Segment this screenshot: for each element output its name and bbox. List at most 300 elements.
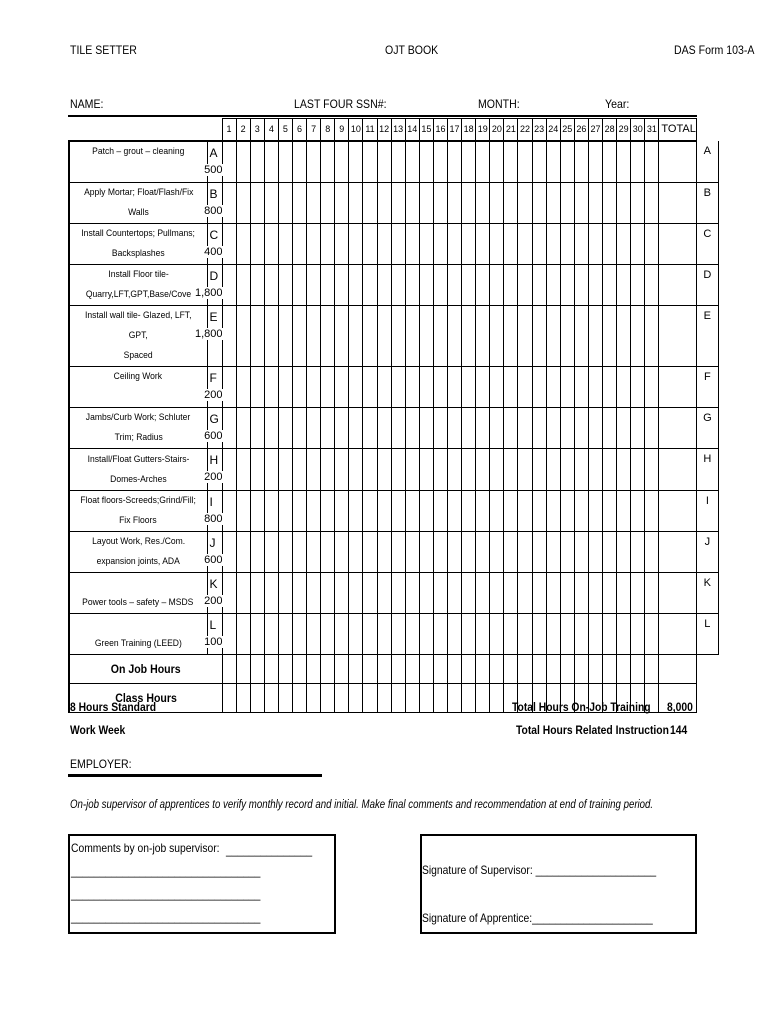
hours-entry-cell[interactable] — [222, 182, 236, 223]
hours-entry-cell[interactable] — [588, 531, 602, 572]
hours-entry-cell[interactable] — [504, 490, 518, 531]
hours-entry-cell[interactable] — [419, 367, 433, 408]
hours-entry-cell[interactable] — [603, 141, 617, 183]
hours-entry-cell[interactable] — [433, 408, 447, 449]
hours-entry-cell[interactable] — [349, 531, 363, 572]
hours-entry-cell[interactable] — [377, 449, 391, 490]
hours-entry-cell[interactable] — [645, 306, 659, 367]
hours-entry-cell[interactable] — [574, 573, 588, 614]
hours-entry-cell[interactable] — [476, 182, 490, 223]
summary-entry-cell[interactable] — [391, 655, 405, 684]
hours-entry-cell[interactable] — [448, 449, 462, 490]
summary-entry-cell[interactable] — [490, 655, 504, 684]
hours-entry-cell[interactable] — [292, 449, 306, 490]
summary-entry-cell[interactable] — [504, 655, 518, 684]
hours-entry-cell[interactable] — [236, 531, 250, 572]
summary-entry-cell[interactable] — [645, 655, 659, 684]
hours-entry-cell[interactable] — [264, 614, 278, 655]
task-total-cell[interactable] — [659, 490, 696, 531]
hours-entry-cell[interactable] — [546, 449, 560, 490]
hours-entry-cell[interactable] — [335, 182, 349, 223]
hours-entry-cell[interactable] — [631, 531, 645, 572]
hours-entry-cell[interactable] — [264, 449, 278, 490]
summary-entry-cell[interactable] — [603, 655, 617, 684]
hours-entry-cell[interactable] — [236, 367, 250, 408]
hours-entry-cell[interactable] — [377, 223, 391, 264]
hours-entry-cell[interactable] — [490, 141, 504, 183]
hours-entry-cell[interactable] — [292, 614, 306, 655]
hours-entry-cell[interactable] — [391, 367, 405, 408]
hours-entry-cell[interactable] — [603, 182, 617, 223]
hours-entry-cell[interactable] — [631, 449, 645, 490]
hours-entry-cell[interactable] — [546, 408, 560, 449]
hours-entry-cell[interactable] — [250, 531, 264, 572]
hours-entry-cell[interactable] — [307, 408, 321, 449]
hours-entry-cell[interactable] — [518, 614, 532, 655]
hours-entry-cell[interactable] — [236, 223, 250, 264]
hours-entry-cell[interactable] — [462, 264, 476, 305]
hours-entry-cell[interactable] — [448, 573, 462, 614]
summary-entry-cell[interactable] — [546, 655, 560, 684]
hours-entry-cell[interactable] — [250, 141, 264, 183]
hours-entry-cell[interactable] — [462, 367, 476, 408]
hours-entry-cell[interactable] — [405, 449, 419, 490]
hours-entry-cell[interactable] — [631, 141, 645, 183]
hours-entry-cell[interactable] — [349, 490, 363, 531]
hours-entry-cell[interactable] — [631, 408, 645, 449]
hours-entry-cell[interactable] — [264, 223, 278, 264]
hours-entry-cell[interactable] — [377, 531, 391, 572]
hours-entry-cell[interactable] — [631, 614, 645, 655]
hours-entry-cell[interactable] — [617, 449, 631, 490]
hours-entry-cell[interactable] — [363, 264, 377, 305]
hours-entry-cell[interactable] — [349, 614, 363, 655]
hours-entry-cell[interactable] — [588, 306, 602, 367]
summary-entry-cell[interactable] — [391, 684, 405, 713]
hours-entry-cell[interactable] — [292, 306, 306, 367]
hours-entry-cell[interactable] — [419, 614, 433, 655]
hours-entry-cell[interactable] — [321, 182, 335, 223]
hours-entry-cell[interactable] — [560, 141, 574, 183]
hours-entry-cell[interactable] — [433, 182, 447, 223]
hours-entry-cell[interactable] — [617, 306, 631, 367]
summary-entry-cell[interactable] — [574, 655, 588, 684]
hours-entry-cell[interactable] — [278, 490, 292, 531]
hours-entry-cell[interactable] — [278, 306, 292, 367]
hours-entry-cell[interactable] — [419, 573, 433, 614]
hours-entry-cell[interactable] — [391, 614, 405, 655]
hours-entry-cell[interactable] — [391, 264, 405, 305]
summary-entry-cell[interactable] — [292, 655, 306, 684]
hours-entry-cell[interactable] — [560, 573, 574, 614]
hours-entry-cell[interactable] — [222, 531, 236, 572]
hours-entry-cell[interactable] — [546, 614, 560, 655]
hours-entry-cell[interactable] — [236, 182, 250, 223]
hours-entry-cell[interactable] — [532, 573, 546, 614]
hours-entry-cell[interactable] — [349, 141, 363, 183]
hours-entry-cell[interactable] — [405, 141, 419, 183]
hours-entry-cell[interactable] — [292, 490, 306, 531]
hours-entry-cell[interactable] — [405, 614, 419, 655]
hours-entry-cell[interactable] — [363, 449, 377, 490]
hours-entry-cell[interactable] — [462, 531, 476, 572]
hours-entry-cell[interactable] — [532, 614, 546, 655]
hours-entry-cell[interactable] — [448, 367, 462, 408]
hours-entry-cell[interactable] — [476, 614, 490, 655]
hours-entry-cell[interactable] — [546, 367, 560, 408]
hours-entry-cell[interactable] — [603, 614, 617, 655]
hours-entry-cell[interactable] — [617, 264, 631, 305]
hours-entry-cell[interactable] — [588, 264, 602, 305]
hours-entry-cell[interactable] — [574, 223, 588, 264]
hours-entry-cell[interactable] — [617, 490, 631, 531]
hours-entry-cell[interactable] — [391, 531, 405, 572]
hours-entry-cell[interactable] — [349, 573, 363, 614]
hours-entry-cell[interactable] — [222, 367, 236, 408]
hours-entry-cell[interactable] — [391, 223, 405, 264]
hours-entry-cell[interactable] — [603, 449, 617, 490]
hours-entry-cell[interactable] — [377, 614, 391, 655]
hours-entry-cell[interactable] — [433, 141, 447, 183]
hours-entry-cell[interactable] — [476, 264, 490, 305]
hours-entry-cell[interactable] — [222, 306, 236, 367]
hours-entry-cell[interactable] — [490, 531, 504, 572]
hours-entry-cell[interactable] — [645, 223, 659, 264]
hours-entry-cell[interactable] — [363, 490, 377, 531]
hours-entry-cell[interactable] — [645, 449, 659, 490]
hours-entry-cell[interactable] — [236, 490, 250, 531]
hours-entry-cell[interactable] — [405, 490, 419, 531]
hours-entry-cell[interactable] — [546, 223, 560, 264]
hours-entry-cell[interactable] — [250, 264, 264, 305]
hours-entry-cell[interactable] — [504, 182, 518, 223]
hours-entry-cell[interactable] — [264, 264, 278, 305]
hours-entry-cell[interactable] — [307, 449, 321, 490]
hours-entry-cell[interactable] — [476, 408, 490, 449]
hours-entry-cell[interactable] — [617, 141, 631, 183]
hours-entry-cell[interactable] — [405, 264, 419, 305]
hours-entry-cell[interactable] — [405, 367, 419, 408]
hours-entry-cell[interactable] — [335, 306, 349, 367]
hours-entry-cell[interactable] — [588, 141, 602, 183]
summary-total-cell[interactable] — [659, 655, 696, 684]
hours-entry-cell[interactable] — [363, 573, 377, 614]
hours-entry-cell[interactable] — [278, 182, 292, 223]
hours-entry-cell[interactable] — [448, 490, 462, 531]
hours-entry-cell[interactable] — [433, 614, 447, 655]
hours-entry-cell[interactable] — [433, 449, 447, 490]
hours-entry-cell[interactable] — [603, 573, 617, 614]
hours-entry-cell[interactable] — [292, 223, 306, 264]
summary-entry-cell[interactable] — [448, 684, 462, 713]
hours-entry-cell[interactable] — [518, 408, 532, 449]
hours-entry-cell[interactable] — [321, 449, 335, 490]
hours-entry-cell[interactable] — [391, 449, 405, 490]
hours-entry-cell[interactable] — [603, 367, 617, 408]
task-total-cell[interactable] — [659, 449, 696, 490]
hours-entry-cell[interactable] — [391, 141, 405, 183]
hours-entry-cell[interactable] — [532, 367, 546, 408]
hours-entry-cell[interactable] — [490, 264, 504, 305]
hours-entry-cell[interactable] — [335, 531, 349, 572]
hours-entry-cell[interactable] — [321, 367, 335, 408]
hours-entry-cell[interactable] — [236, 264, 250, 305]
hours-entry-cell[interactable] — [264, 141, 278, 183]
hours-entry-cell[interactable] — [349, 223, 363, 264]
hours-entry-cell[interactable] — [307, 141, 321, 183]
task-total-cell[interactable] — [659, 614, 696, 655]
hours-entry-cell[interactable] — [574, 264, 588, 305]
hours-entry-cell[interactable] — [588, 408, 602, 449]
hours-entry-cell[interactable] — [236, 141, 250, 183]
hours-entry-cell[interactable] — [504, 573, 518, 614]
hours-entry-cell[interactable] — [433, 223, 447, 264]
hours-entry-cell[interactable] — [391, 306, 405, 367]
hours-entry-cell[interactable] — [518, 264, 532, 305]
hours-entry-cell[interactable] — [574, 408, 588, 449]
hours-entry-cell[interactable] — [462, 141, 476, 183]
hours-entry-cell[interactable] — [264, 531, 278, 572]
hours-entry-cell[interactable] — [462, 182, 476, 223]
hours-entry-cell[interactable] — [532, 408, 546, 449]
hours-entry-cell[interactable] — [377, 264, 391, 305]
hours-entry-cell[interactable] — [448, 182, 462, 223]
hours-entry-cell[interactable] — [631, 367, 645, 408]
summary-entry-cell[interactable] — [476, 684, 490, 713]
hours-entry-cell[interactable] — [335, 141, 349, 183]
summary-entry-cell[interactable] — [278, 684, 292, 713]
hours-entry-cell[interactable] — [588, 490, 602, 531]
summary-entry-cell[interactable] — [462, 655, 476, 684]
hours-entry-cell[interactable] — [518, 531, 532, 572]
hours-entry-cell[interactable] — [433, 531, 447, 572]
summary-entry-cell[interactable] — [264, 684, 278, 713]
hours-entry-cell[interactable] — [518, 223, 532, 264]
hours-entry-cell[interactable] — [560, 531, 574, 572]
hours-entry-cell[interactable] — [603, 490, 617, 531]
task-total-cell[interactable] — [659, 531, 696, 572]
hours-entry-cell[interactable] — [448, 264, 462, 305]
hours-entry-cell[interactable] — [292, 573, 306, 614]
hours-entry-cell[interactable] — [433, 264, 447, 305]
hours-entry-cell[interactable] — [560, 223, 574, 264]
hours-entry-cell[interactable] — [349, 367, 363, 408]
summary-entry-cell[interactable] — [278, 655, 292, 684]
hours-entry-cell[interactable] — [236, 306, 250, 367]
hours-entry-cell[interactable] — [363, 531, 377, 572]
hours-entry-cell[interactable] — [419, 531, 433, 572]
summary-entry-cell[interactable] — [560, 655, 574, 684]
summary-entry-cell[interactable] — [236, 684, 250, 713]
hours-entry-cell[interactable] — [222, 141, 236, 183]
hours-entry-cell[interactable] — [448, 141, 462, 183]
hours-entry-cell[interactable] — [433, 306, 447, 367]
hours-entry-cell[interactable] — [546, 531, 560, 572]
hours-entry-cell[interactable] — [574, 531, 588, 572]
hours-entry-cell[interactable] — [462, 614, 476, 655]
hours-entry-cell[interactable] — [264, 490, 278, 531]
hours-entry-cell[interactable] — [462, 306, 476, 367]
summary-entry-cell[interactable] — [307, 655, 321, 684]
hours-entry-cell[interactable] — [419, 141, 433, 183]
hours-entry-cell[interactable] — [504, 614, 518, 655]
hours-entry-cell[interactable] — [307, 264, 321, 305]
hours-entry-cell[interactable] — [377, 306, 391, 367]
hours-entry-cell[interactable] — [546, 573, 560, 614]
hours-entry-cell[interactable] — [405, 531, 419, 572]
hours-entry-cell[interactable] — [292, 408, 306, 449]
hours-entry-cell[interactable] — [560, 367, 574, 408]
hours-entry-cell[interactable] — [532, 490, 546, 531]
hours-entry-cell[interactable] — [546, 141, 560, 183]
summary-entry-cell[interactable] — [419, 655, 433, 684]
hours-entry-cell[interactable] — [278, 223, 292, 264]
hours-entry-cell[interactable] — [278, 614, 292, 655]
hours-entry-cell[interactable] — [250, 449, 264, 490]
hours-entry-cell[interactable] — [349, 182, 363, 223]
supervisor-signature-line[interactable]: Signature of Supervisor: _____________________ — [422, 863, 657, 877]
hours-entry-cell[interactable] — [603, 306, 617, 367]
hours-entry-cell[interactable] — [250, 367, 264, 408]
hours-entry-cell[interactable] — [236, 614, 250, 655]
summary-entry-cell[interactable] — [631, 655, 645, 684]
summary-entry-cell[interactable] — [236, 655, 250, 684]
hours-entry-cell[interactable] — [405, 306, 419, 367]
summary-entry-cell[interactable] — [377, 655, 391, 684]
hours-entry-cell[interactable] — [250, 182, 264, 223]
hours-entry-cell[interactable] — [391, 573, 405, 614]
hours-entry-cell[interactable] — [532, 531, 546, 572]
hours-entry-cell[interactable] — [278, 264, 292, 305]
hours-entry-cell[interactable] — [476, 367, 490, 408]
hours-entry-cell[interactable] — [532, 264, 546, 305]
hours-entry-cell[interactable] — [250, 223, 264, 264]
hours-entry-cell[interactable] — [603, 223, 617, 264]
hours-entry-cell[interactable] — [645, 531, 659, 572]
hours-entry-cell[interactable] — [307, 490, 321, 531]
hours-entry-cell[interactable] — [278, 367, 292, 408]
hours-entry-cell[interactable] — [504, 449, 518, 490]
hours-entry-cell[interactable] — [433, 490, 447, 531]
hours-entry-cell[interactable] — [645, 182, 659, 223]
summary-entry-cell[interactable] — [321, 655, 335, 684]
hours-entry-cell[interactable] — [377, 490, 391, 531]
hours-entry-cell[interactable] — [278, 141, 292, 183]
hours-entry-cell[interactable] — [518, 490, 532, 531]
hours-entry-cell[interactable] — [307, 306, 321, 367]
hours-entry-cell[interactable] — [419, 490, 433, 531]
hours-entry-cell[interactable] — [419, 449, 433, 490]
summary-entry-cell[interactable] — [490, 684, 504, 713]
hours-entry-cell[interactable] — [476, 449, 490, 490]
hours-entry-cell[interactable] — [419, 408, 433, 449]
hours-entry-cell[interactable] — [560, 490, 574, 531]
hours-entry-cell[interactable] — [603, 408, 617, 449]
summary-entry-cell[interactable] — [363, 655, 377, 684]
hours-entry-cell[interactable] — [574, 141, 588, 183]
hours-entry-cell[interactable] — [335, 614, 349, 655]
summary-entry-cell[interactable] — [335, 684, 349, 713]
hours-entry-cell[interactable] — [363, 223, 377, 264]
hours-entry-cell[interactable] — [377, 182, 391, 223]
hours-entry-cell[interactable] — [490, 449, 504, 490]
hours-entry-cell[interactable] — [405, 573, 419, 614]
hours-entry-cell[interactable] — [419, 223, 433, 264]
hours-entry-cell[interactable] — [645, 408, 659, 449]
hours-entry-cell[interactable] — [476, 531, 490, 572]
hours-entry-cell[interactable] — [307, 531, 321, 572]
task-total-cell[interactable] — [659, 367, 696, 408]
hours-entry-cell[interactable] — [405, 182, 419, 223]
hours-entry-cell[interactable] — [518, 367, 532, 408]
summary-entry-cell[interactable] — [363, 684, 377, 713]
hours-entry-cell[interactable] — [363, 141, 377, 183]
hours-entry-cell[interactable] — [532, 182, 546, 223]
hours-entry-cell[interactable] — [617, 531, 631, 572]
hours-entry-cell[interactable] — [250, 490, 264, 531]
hours-entry-cell[interactable] — [448, 531, 462, 572]
hours-entry-cell[interactable] — [448, 306, 462, 367]
task-total-cell[interactable] — [659, 223, 696, 264]
hours-entry-cell[interactable] — [236, 573, 250, 614]
summary-entry-cell[interactable] — [349, 684, 363, 713]
hours-entry-cell[interactable] — [419, 182, 433, 223]
summary-entry-cell[interactable] — [264, 655, 278, 684]
hours-entry-cell[interactable] — [363, 614, 377, 655]
hours-entry-cell[interactable] — [476, 490, 490, 531]
hours-entry-cell[interactable] — [504, 408, 518, 449]
summary-entry-cell[interactable] — [405, 684, 419, 713]
hours-entry-cell[interactable] — [222, 449, 236, 490]
hours-entry-cell[interactable] — [391, 490, 405, 531]
summary-entry-cell[interactable] — [419, 684, 433, 713]
hours-entry-cell[interactable] — [335, 367, 349, 408]
hours-entry-cell[interactable] — [349, 449, 363, 490]
hours-entry-cell[interactable] — [588, 614, 602, 655]
hours-entry-cell[interactable] — [433, 573, 447, 614]
hours-entry-cell[interactable] — [560, 264, 574, 305]
hours-entry-cell[interactable] — [292, 182, 306, 223]
hours-entry-cell[interactable] — [264, 408, 278, 449]
summary-entry-cell[interactable] — [405, 655, 419, 684]
hours-entry-cell[interactable] — [335, 223, 349, 264]
hours-entry-cell[interactable] — [292, 531, 306, 572]
employer-field[interactable] — [68, 774, 322, 777]
hours-entry-cell[interactable] — [222, 573, 236, 614]
summary-entry-cell[interactable] — [335, 655, 349, 684]
hours-entry-cell[interactable] — [321, 614, 335, 655]
hours-entry-cell[interactable] — [476, 306, 490, 367]
hours-entry-cell[interactable] — [631, 306, 645, 367]
hours-entry-cell[interactable] — [631, 264, 645, 305]
hours-entry-cell[interactable] — [631, 182, 645, 223]
hours-entry-cell[interactable] — [236, 449, 250, 490]
hours-entry-cell[interactable] — [631, 490, 645, 531]
hours-entry-cell[interactable] — [532, 306, 546, 367]
hours-entry-cell[interactable] — [377, 573, 391, 614]
hours-entry-cell[interactable] — [532, 141, 546, 183]
hours-entry-cell[interactable] — [588, 449, 602, 490]
hours-entry-cell[interactable] — [405, 223, 419, 264]
hours-entry-cell[interactable] — [292, 367, 306, 408]
hours-entry-cell[interactable] — [391, 182, 405, 223]
apprentice-signature-line[interactable]: Signature of Apprentice:_____________________ — [422, 911, 653, 925]
hours-entry-cell[interactable] — [292, 141, 306, 183]
hours-entry-cell[interactable] — [462, 573, 476, 614]
task-total-cell[interactable] — [659, 141, 696, 183]
hours-entry-cell[interactable] — [321, 264, 335, 305]
hours-entry-cell[interactable] — [574, 449, 588, 490]
